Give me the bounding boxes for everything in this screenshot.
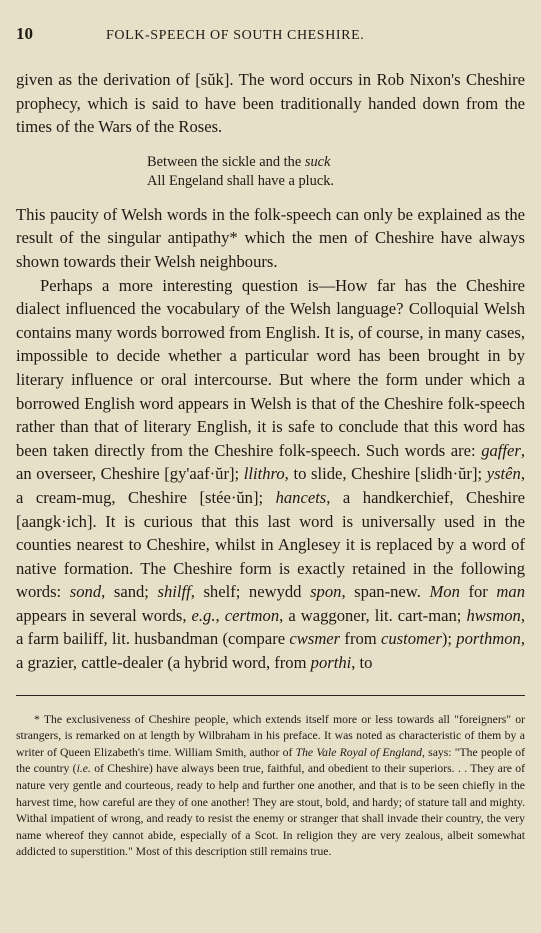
paragraph-welsh-paucity: This paucity of Welsh words in the folk-speech can only be explained as the result of the singular antipathy* which the men of Cheshire have always shown towards their Welsh neighbours. bbox=[16, 204, 525, 271]
paragraph-continuation: given as the derivation of [sŭk]. The word occurs in Rob Nixon's Cheshire prophecy, which is said to have been traditionally handed down from the times of the Wars of the Roses. bbox=[16, 70, 525, 137]
footnote-divider bbox=[16, 695, 525, 696]
verse-line-1: Between the sickle and the suck bbox=[147, 153, 331, 170]
verse-quotation bbox=[16, 153, 525, 191]
page-number: 10 bbox=[16, 24, 33, 43]
body-text bbox=[16, 68, 525, 675]
verse-line-2: All Engeland shall have a pluck. bbox=[147, 172, 335, 189]
paragraph-cheshire-influence: Perhaps a more interesting question is—How far has the Cheshire dialect influenced the vocabulary of the Welsh language? Colloquial Welsh contains many words borrowed from English. It is, of course, in many cases, impossible to decide whether a particular word has been brought in by literary influence or oral intercourse. But where the form under which a borrowed English word appears in Welsh is that of the Cheshire folk-speech rather than that of literary English, it is safe to conclude that this word has been taken directly from the Cheshire folk-speech. Such words are: gaffer, an overseer, Cheshire [gy'aaf·ŭr]; llithro, to slide, Cheshire [slidh·ŭr]; ystên, a cream-mug, Cheshire [stée·ŭn]; hancets, a handkerchief, Cheshire [aangk·ich]. It is curious that this last word is universally used in the counties nearest to Cheshire, whilst in Anglesey it is replaced by a word of native formation. The Cheshire form is exactly retained in the following words: sond, sand; shilff, shelf; newydd spon, span-new. Mon for man appears in several words, e.g., certmon, a waggoner, lit. cart-man; hwsmon, a farm bailiff, lit. husbandman (compare cwsmer from customer); porthmon, a grazier, cattle-dealer (a hybrid word, from porthi, to bbox=[16, 275, 525, 673]
page-header bbox=[16, 24, 525, 54]
running-title: FOLK-SPEECH OF SOUTH CHESHIRE. bbox=[106, 28, 365, 43]
footnote: * The exclusiveness of Cheshire people, which extends itself more or less towards all "foreigners" or strangers, is remarked on at length by Wilbraham in his preface. It was noted as characteristic of them by a writer of Queen Elizabeth's time. William Smith, author of The Vale Royal of England, says: "The people of the country (i.e. of Cheshire) have always been true, faithful, and obedient to their superiors. . . They are of nature very gentle and courteous, ready to help and further one another, and that is to be seen chiefly in the harvest time, how careful are they of one another! They are stout, bold, and hardy; of stature tall and mighty. Withal impatient of wrong, and ready to resist the enemy or stranger that shall invade their country, the very name whereof they cannot abide, especially of a Scot. In religion they are very zealous, albeit somewhat addicted to superstition." Most of this description still remains true. bbox=[16, 712, 525, 859]
